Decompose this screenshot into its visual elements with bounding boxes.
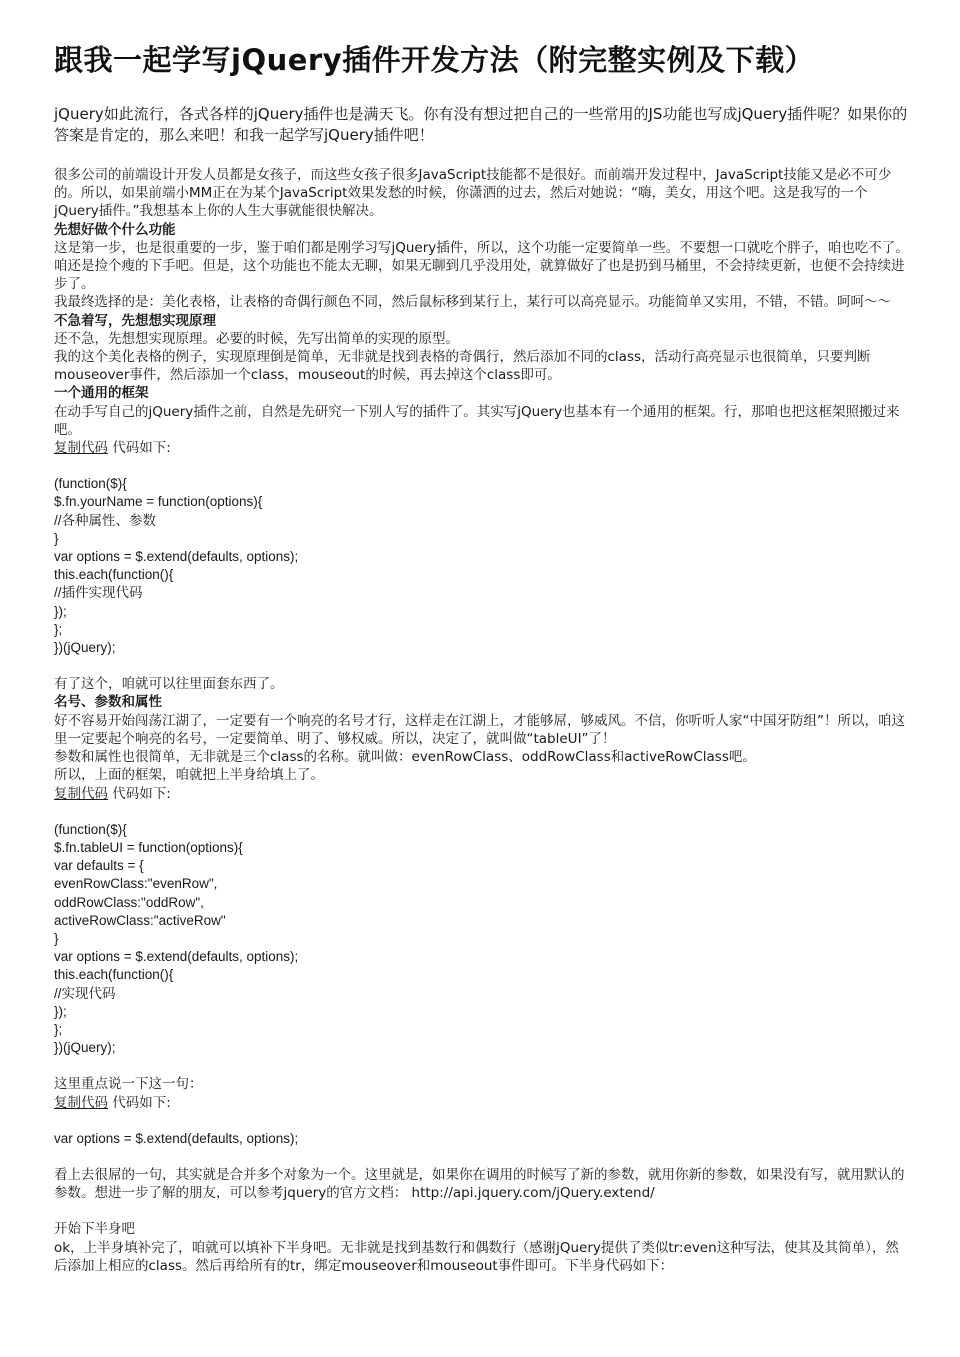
code-block-extend: var options = $.extend(defaults, options); — [54, 1130, 299, 1146]
paragraph-after-framework: 有了这个，咱就可以往里面套东西了。 — [54, 676, 284, 693]
page-title: 跟我一起学写jQuery插件开发方法（附完整实例及下载） — [54, 43, 815, 77]
copy-code-suffix: 代码如下: — [108, 440, 171, 457]
copy-code-line — [54, 1094, 910, 1112]
heading-function: 先想好做个什么功能 — [54, 221, 176, 238]
paragraph-name: 好不容易开始闯荡江湖了，一定要有一个响亮的名号才行，这样走在江湖上，才能够屌，够威风。不信，你听听人家“中国牙防组”！所以，咱这里一定要起个响亮的名号，一定要简单、明了、够权威。所以，决定了，就叫做“tableUI”了！ — [54, 712, 905, 747]
copy-code-line — [54, 439, 910, 457]
copy-code-suffix: 代码如下: — [108, 1094, 171, 1111]
copy-code-link[interactable]: 复制代码 — [54, 440, 108, 457]
paragraph-key-line: 这里重点说一下这一句： — [54, 1076, 203, 1093]
paragraph-choice: 我最终选择的是：美化表格，让表格的奇偶行颜色不同，然后鼠标移到某行上，某行可以高亮显示。功能简单又实用，不错，不错。呵呵～～ — [54, 294, 891, 311]
paragraph-lower-half: ok，上半身填补完了，咱就可以填补下半身吧。无非就是找到基数行和偶数行（感谢jQuery提供了类似tr:even这种写法，使其及其简单），然后添加上相应的class。然后再给所有的tr，绑定mouseover和mouseout事件即可。下半身代码如下： — [54, 1239, 899, 1274]
paragraph-framework: 在动手写自己的jQuery插件之前，自然是先研究一下别人写的插件了。其实写jQuery也基本有一个通用的框架。行，那咱也把这框架照搬过来吧。 — [54, 403, 900, 438]
copy-code-line — [54, 785, 910, 803]
copy-code-link[interactable]: 复制代码 — [54, 785, 108, 802]
paragraph-background: 很多公司的前端设计开发人员都是女孩子，而这些女孩子很多JavaScript技能都不是很好。而前端开发过程中，JavaScript技能又是必不可少的。所以，如果前端小MM正在为某个JavaScript效果发愁的时候，你潇洒的过去，然后对她说：“嗨，美女，用这个吧。这是我写的一个jQuery插件。”我想基本上你的人生大事就能很快解决。 — [54, 167, 892, 220]
paragraph-implementation: 我的这个美化表格的例子，实现原理倒是简单，无非就是找到表格的奇偶行，然后添加不同的class，活动行高亮显示也很简单，只要判断mouseover事件，然后添加一个class，mouseout的时候，再去掉这个class即可。 — [54, 349, 871, 384]
paragraph-step-one: 这是第一步，也是很重要的一步，鉴于咱们都是刚学习写jQuery插件，所以，这个功能一定要简单一些。不要想一口就吃个胖子，咱也吃不了。咱还是捡个瘦的下手吧。但是，这个功能也不能太无聊，如果无聊到几乎没用处，就算做好了也是扔到马桶里，不会持续更新，也便不会持续进步了。 — [54, 239, 909, 293]
heading-principle: 不急着写，先想想实现原理 — [54, 312, 216, 329]
heading-framework: 一个通用的框架 — [54, 385, 149, 402]
article — [54, 38, 910, 1275]
paragraph-fill-top: 所以，上面的框架，咱就把上半身给填上了。 — [54, 767, 324, 784]
copy-code-link[interactable]: 复制代码 — [54, 1094, 108, 1111]
copy-code-suffix: 代码如下: — [108, 785, 171, 802]
heading-name-params: 名号、参数和属性 — [54, 694, 162, 711]
intro-paragraph: jQuery如此流行，各式各样的jQuery插件也是满天飞。你有没有想过把自己的一些常用的JS功能也写成jQuery插件呢？如果你的答案是肯定的，那么来吧！和我一起学写jQuery插件吧！ — [54, 105, 908, 144]
code-block-framework: (function($){ $.fn.yourName = function(options){ //各种属性、参数 } var options = $.extend(defaults, options); this.each(function(){ //插件实现代码 }); }; })(jQuery); — [54, 476, 299, 656]
paragraph-params: 参数和属性也很简单，无非就是三个class的名称。就叫做：evenRowClass、oddRowClass和activeRowClass吧。 — [54, 749, 756, 766]
code-block-tableui: (function($){ $.fn.tableUI = function(options){ var defaults = { evenRowClass:"evenRow", oddRowClass:"oddRow", activeRowClass:"activeRow" } var options = $.extend(defaults, options); this.each(function(){ //实现代码 }); }; })(jQuery); — [54, 821, 299, 1056]
heading-lower-half: 开始下半身吧 — [54, 1221, 135, 1238]
paragraph-principle: 还不急，先想想实现原理。必要的时候，先写出简单的实现的原型。 — [54, 330, 459, 347]
paragraph-extend-explain: 看上去很屌的一句，其实就是合并多个对象为一个。这里就是，如果你在调用的时候写了新的参数，就用你新的参数，如果没有写，就用默认的参数。想进一步了解的朋友，可以参考jquery的官方文档： http://api.jquery.com/jQuery.extend/ — [54, 1166, 905, 1202]
